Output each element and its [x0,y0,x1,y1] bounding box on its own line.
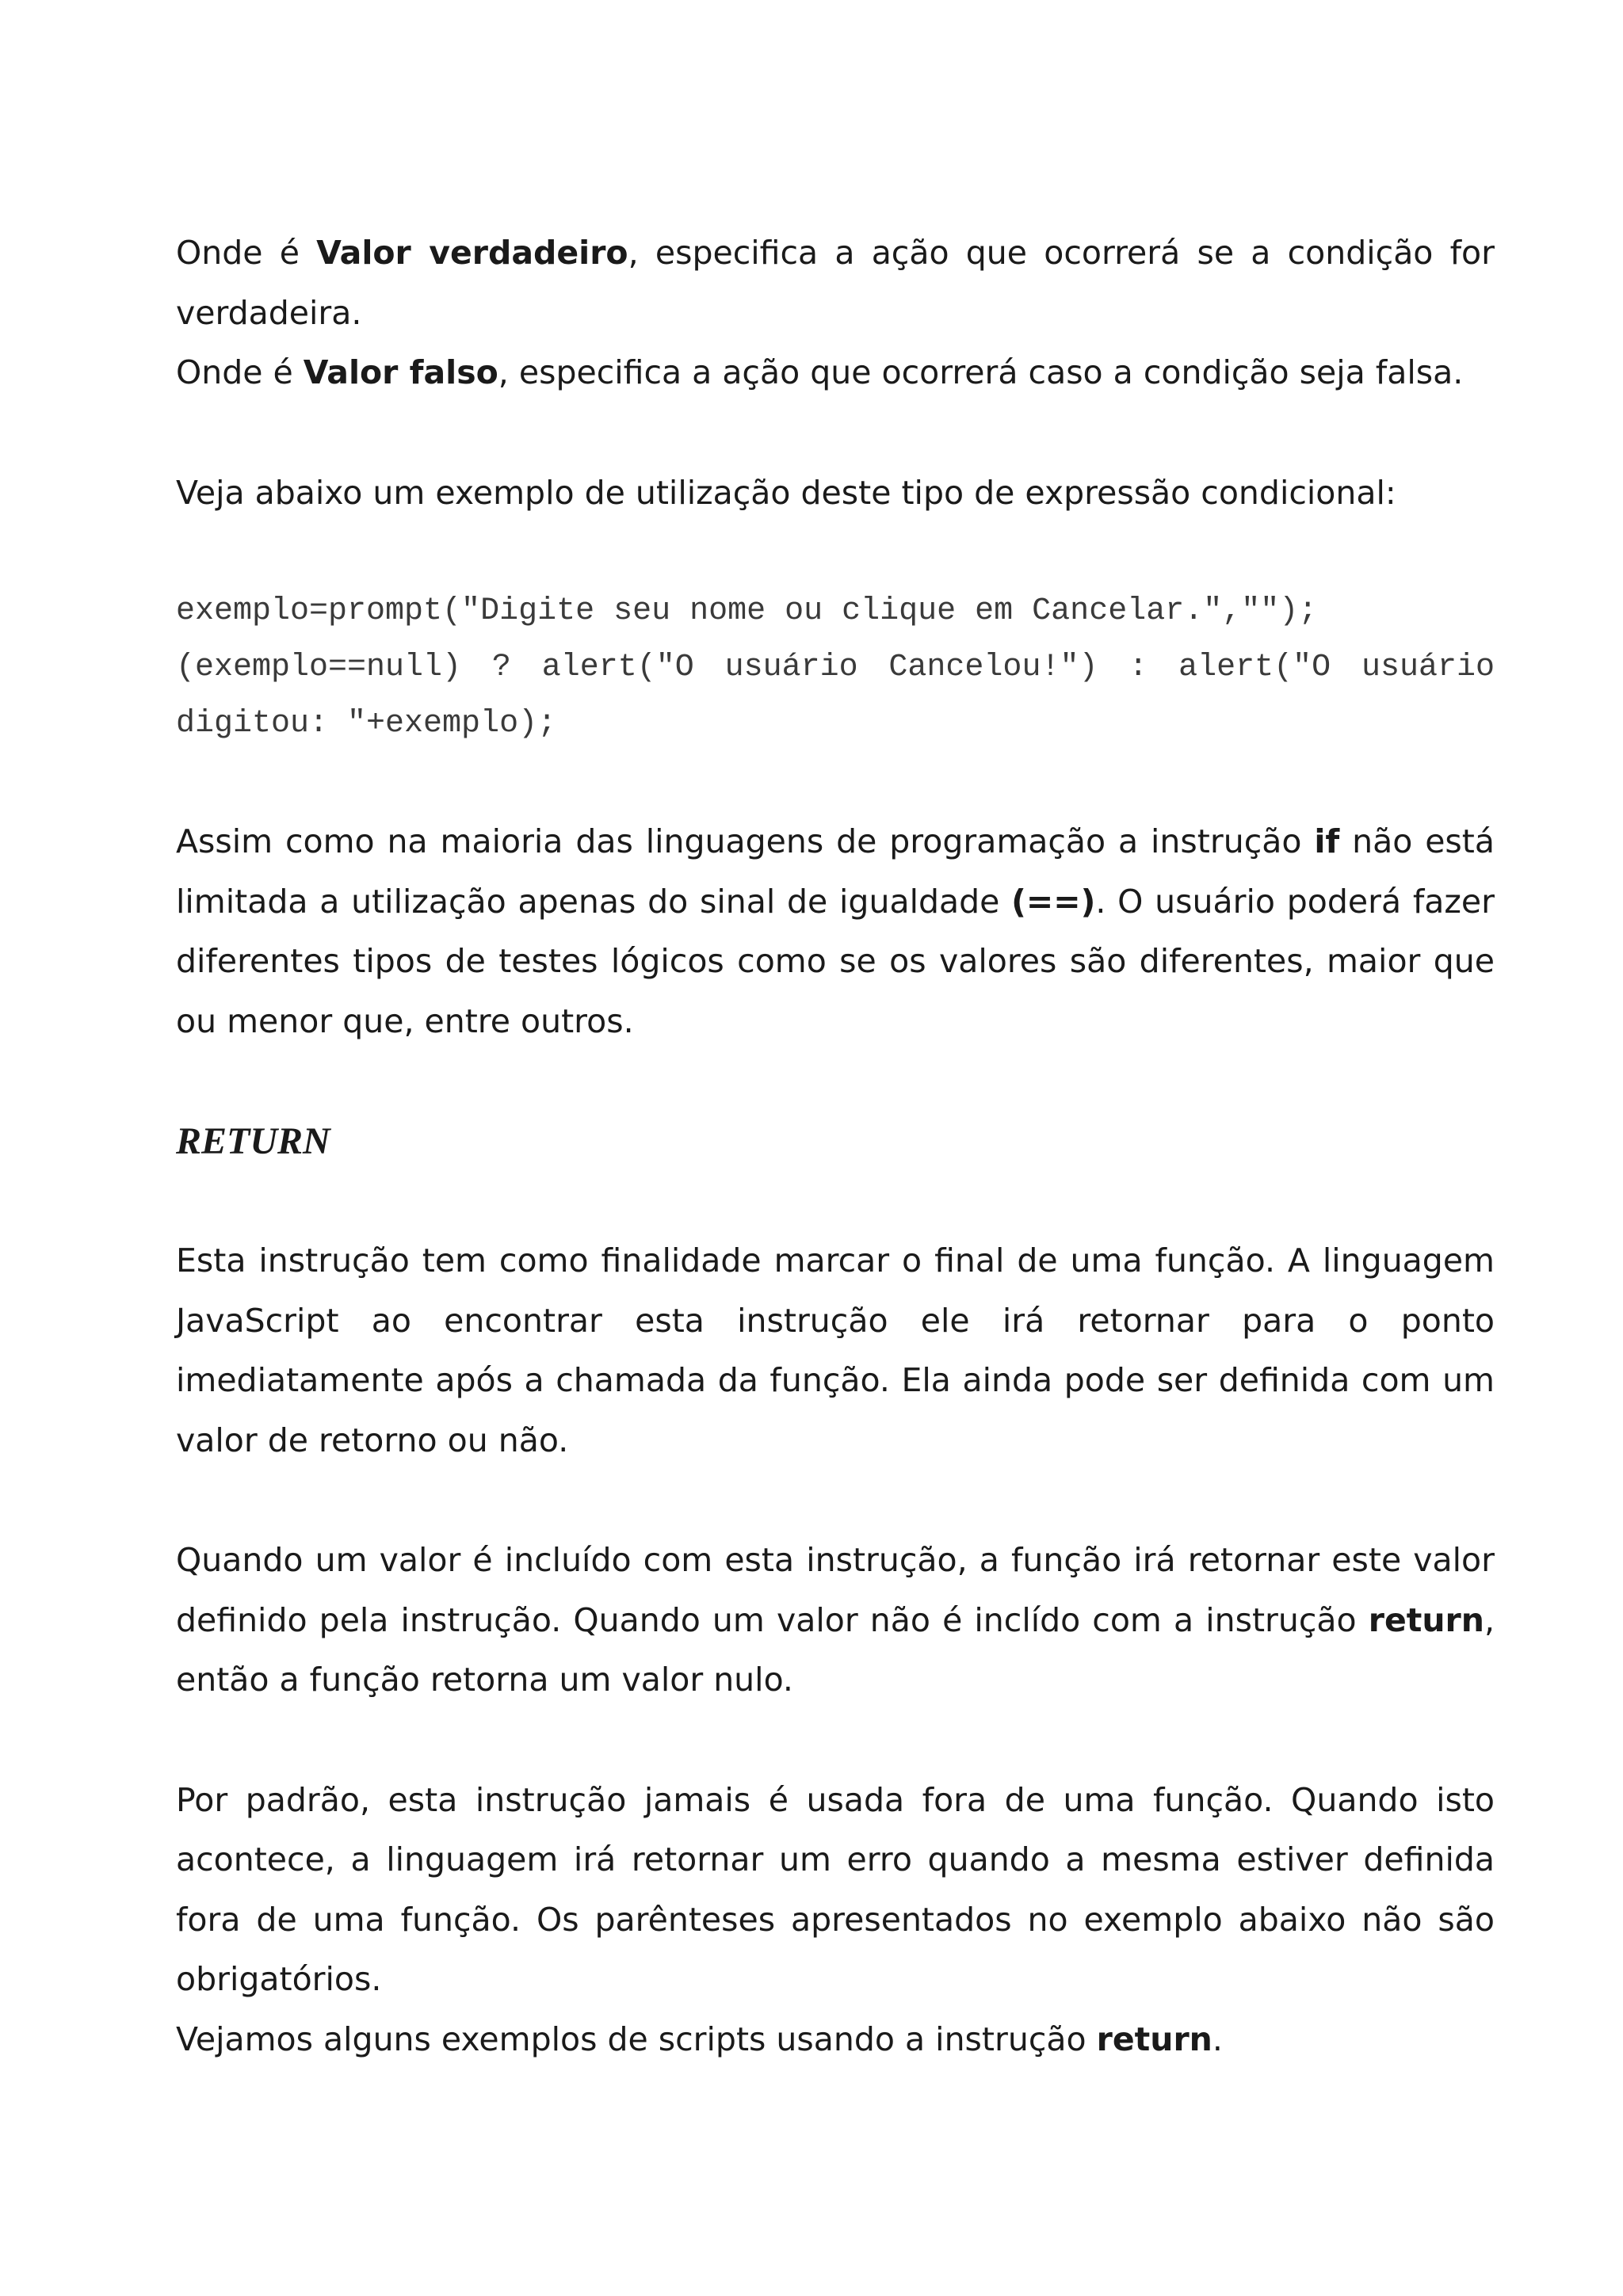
code-line-conditional: (exemplo==null) ? alert("O usuário Cancelou!") : alert("O usuário digitou: "+exemplo); [176,650,1495,742]
spacer [176,1051,1495,1112]
spacer [176,523,1495,583]
paragraph-valor-falso [176,343,1495,403]
paragraph-example-intro: Veja abaixo um exemplo de utilização deste tipo de expressão condicional: [176,473,1396,512]
text: . [1212,2019,1223,2058]
text: não está limitada a utilização apenas do sinal de igualdade [176,822,1495,921]
text: Assim como na maioria das linguagens de programação a instrução [176,822,1315,860]
paragraph-if-instruction [176,812,1495,1051]
document-page [176,223,1495,2069]
paragraph-valor-verdadeiro [176,223,1495,343]
bold-term-valor-verdadeiro: Valor verdadeiro [316,234,628,272]
bold-keyword-if: if [1314,822,1340,860]
spacer [176,1711,1495,1771]
bold-keyword-return: return [1096,2019,1212,2058]
spacer [176,752,1495,812]
bold-keyword-return: return [1368,1600,1484,1639]
text: Vejamos alguns exemplos de scripts usando a instrução [176,2019,1097,2058]
bold-term-valor-falso: Valor falso [303,353,498,391]
text: , então a função retorna um valor nulo. [176,1600,1495,1699]
spacer [176,403,1495,463]
paragraph-examples-intro [176,2010,1495,2070]
text: , especifica a ação que ocorrerá se a condição for verdadeira. [176,234,1495,332]
spacer [176,1171,1495,1231]
text: Onde é [176,353,304,391]
paragraph-return-outside-function: Por padrão, esta instrução jamais é usada fora de uma função. Quando isto acontece, a linguagem irá retornar um erro quando a mesma estiver definida fora de uma função. Os parênteses apresentados no exemplo abaixo não são obrigatórios. [176,1780,1495,1998]
bold-operator-equality: (==) [1011,882,1096,921]
paragraph-return-purpose: Esta instrução tem como finalidade marcar o final de uma função. A linguagem JavaScript ao encontrar esta instrução ele irá retornar para o ponto imediatamente após a chamada da função. Ela ainda pode ser definida com um valor de retorno ou não. [176,1241,1495,1459]
text: , especifica a ação que ocorrerá caso a condição seja falsa. [498,353,1464,391]
text: Onde é [176,234,317,272]
code-line-prompt: exemplo=prompt("Digite seu nome ou clique em Cancelar.",""); [176,593,1318,629]
section-heading-return: RETURN [176,1120,330,1162]
text: . O usuário poderá fazer diferentes tipos de testes lógicos como se os valores são diferentes, maior que ou menor que, entre outros. [176,882,1495,1040]
spacer [176,1470,1495,1531]
text: Quando um valor é incluído com esta instrução, a função irá retornar este valor definido pela instrução. Quando um valor não é inclído com a instrução [176,1541,1495,1639]
paragraph-return-value [176,1531,1495,1711]
